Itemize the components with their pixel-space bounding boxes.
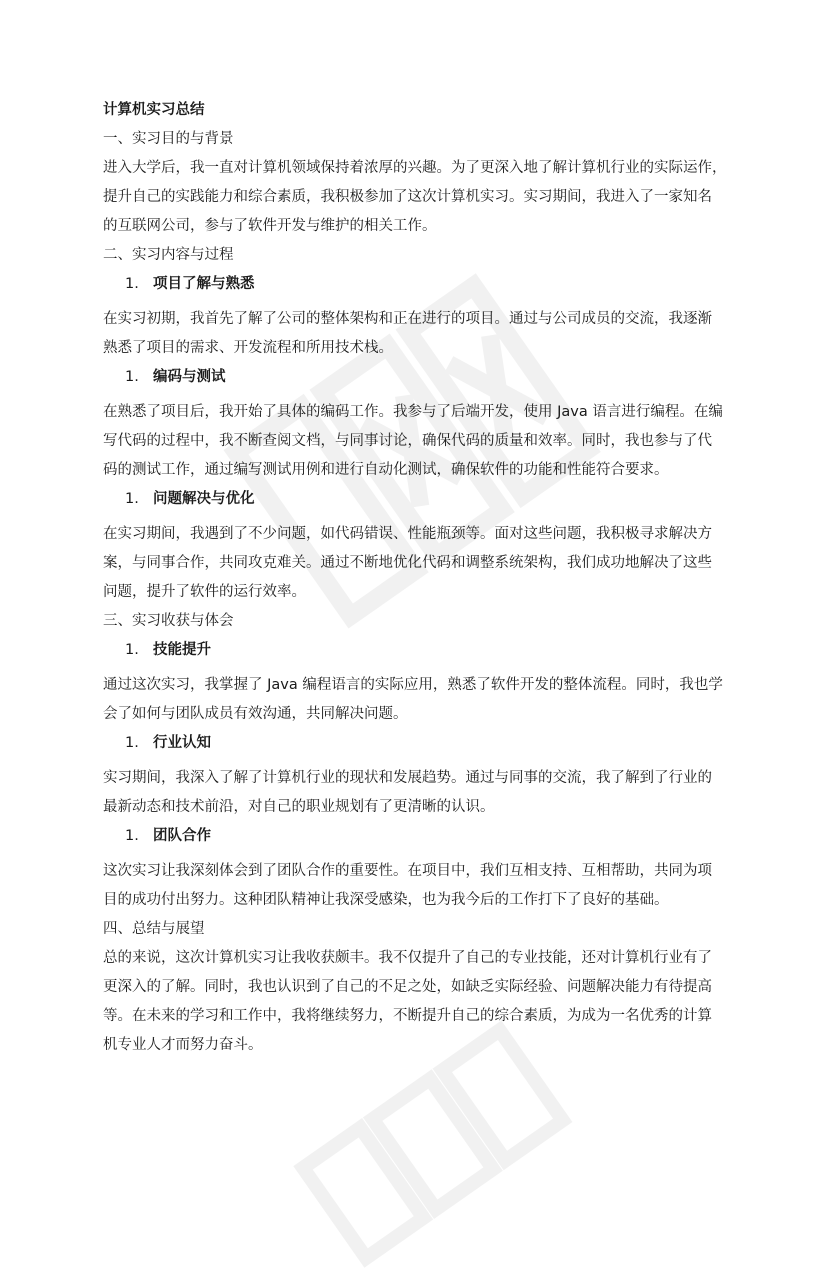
paragraph-teamwork <box>103 857 753 915</box>
subheading-label: 项目了解与熟悉 <box>153 276 255 292</box>
list-number: 1. <box>125 828 139 844</box>
text-line: 问题，提升了软件的运行效率。 <box>103 584 306 600</box>
text-line: 码的测试工作，通过编写测试用例和进行自动化测试，确保软件的功能和性能符合要求。 <box>103 462 669 478</box>
list-number: 1. <box>125 369 139 385</box>
subheading-project <box>103 270 753 299</box>
subheading-industry <box>103 729 753 758</box>
text-line: 的互联网公司，参与了软件开发与维护的相关工作。 <box>103 218 437 234</box>
subheading-coding <box>103 363 753 392</box>
subheading-label: 问题解决与优化 <box>153 491 255 507</box>
subheading-skills <box>103 636 753 665</box>
document-title: 计算机实习总结 <box>103 102 205 118</box>
text-line: 实习期间，我深入了解了计算机行业的现状和发展趋势。通过与同事的交流，我了解到了行业的 <box>103 770 712 786</box>
text-line: 最新动态和技术前沿，对自己的职业规划有了更清晰的认识。 <box>103 799 495 815</box>
paragraph-project <box>103 305 753 363</box>
paragraph-coding <box>103 398 753 485</box>
text-line: 会了如何与团队成员有效沟通，共同解决问题。 <box>103 706 408 722</box>
paragraph-skills <box>103 671 753 729</box>
text-line: 案，与同事合作，共同攻克难关。通过不断地优化代码和调整系统架构，我们成功地解决了这些 <box>103 555 712 571</box>
paragraph-problem <box>103 520 753 607</box>
text-line: 通过这次实习，我掌握了 Java 编程语言的实际应用，熟悉了软件开发的整体流程。同时，我也学 <box>103 677 723 693</box>
text-line: 进入大学后，我一直对计算机领域保持着浓厚的兴趣。为了更深入地了解计算机行业的实际运作， <box>103 160 727 176</box>
subheading-label: 行业认知 <box>153 735 211 751</box>
section-heading-4: 四、总结与展望 <box>103 921 205 937</box>
subheading-label: 技能提升 <box>153 642 211 658</box>
text-line: 熟悉了项目的需求、开发流程和所用技术栈。 <box>103 340 393 356</box>
text-line: 在熟悉了项目后，我开始了具体的编码工作。我参与了后端开发，使用 Java 语言进行编程。在编 <box>103 404 723 420</box>
section-heading-1: 一、实习目的与背景 <box>103 131 234 147</box>
subheading-label: 编码与测试 <box>153 369 226 385</box>
paragraph-summary <box>103 944 753 1060</box>
text-line: 机专业人才而努力奋斗。 <box>103 1037 263 1053</box>
list-number: 1. <box>125 642 139 658</box>
text-line: 等。在未来的学习和工作中，我将继续努力，不断提升自己的综合素质，为成为一名优秀的计算 <box>103 1008 712 1024</box>
paragraph-industry <box>103 764 753 822</box>
text-line: 这次实习让我深刻体会到了团队合作的重要性。在项目中，我们互相支持、互相帮助，共同为项 <box>103 863 712 879</box>
subheading-problem <box>103 485 753 514</box>
text-line: 更深入的了解。同时，我也认识到了自己的不足之处，如缺乏实际经验、问题解决能力有待提高 <box>103 979 712 995</box>
subheading-label: 团队合作 <box>153 828 211 844</box>
list-number: 1. <box>125 491 139 507</box>
list-number: 1. <box>125 735 139 751</box>
paragraph-purpose <box>103 154 753 241</box>
section-heading-2: 二、实习内容与过程 <box>103 247 234 263</box>
subheading-teamwork <box>103 822 753 851</box>
text-line: 总的来说，这次计算机实习让我收获颇丰。我不仅提升了自己的专业技能，还对计算机行业有了 <box>103 950 712 966</box>
document-body <box>103 96 753 1060</box>
list-number: 1. <box>125 276 139 292</box>
text-line: 在实习期间，我遇到了不少问题，如代码错误、性能瓶颈等。面对这些问题，我积极寻求解决方 <box>103 526 712 542</box>
section-heading-3: 三、实习收获与体会 <box>103 613 234 629</box>
text-line: 在实习初期，我首先了解了公司的整体架构和正在进行的项目。通过与公司成员的交流，我逐渐 <box>103 311 712 327</box>
text-line: 提升自己的实践能力和综合素质，我积极参加了这次计算机实习。实习期间，我进入了一家知名 <box>103 189 712 205</box>
text-line: 写代码的过程中，我不断查阅文档，与同事讨论，确保代码的质量和效率。同时，我也参与了代 <box>103 433 712 449</box>
text-line: 目的成功付出努力。这种团队精神让我深受感染，也为我今后的工作打下了良好的基础。 <box>103 892 669 908</box>
